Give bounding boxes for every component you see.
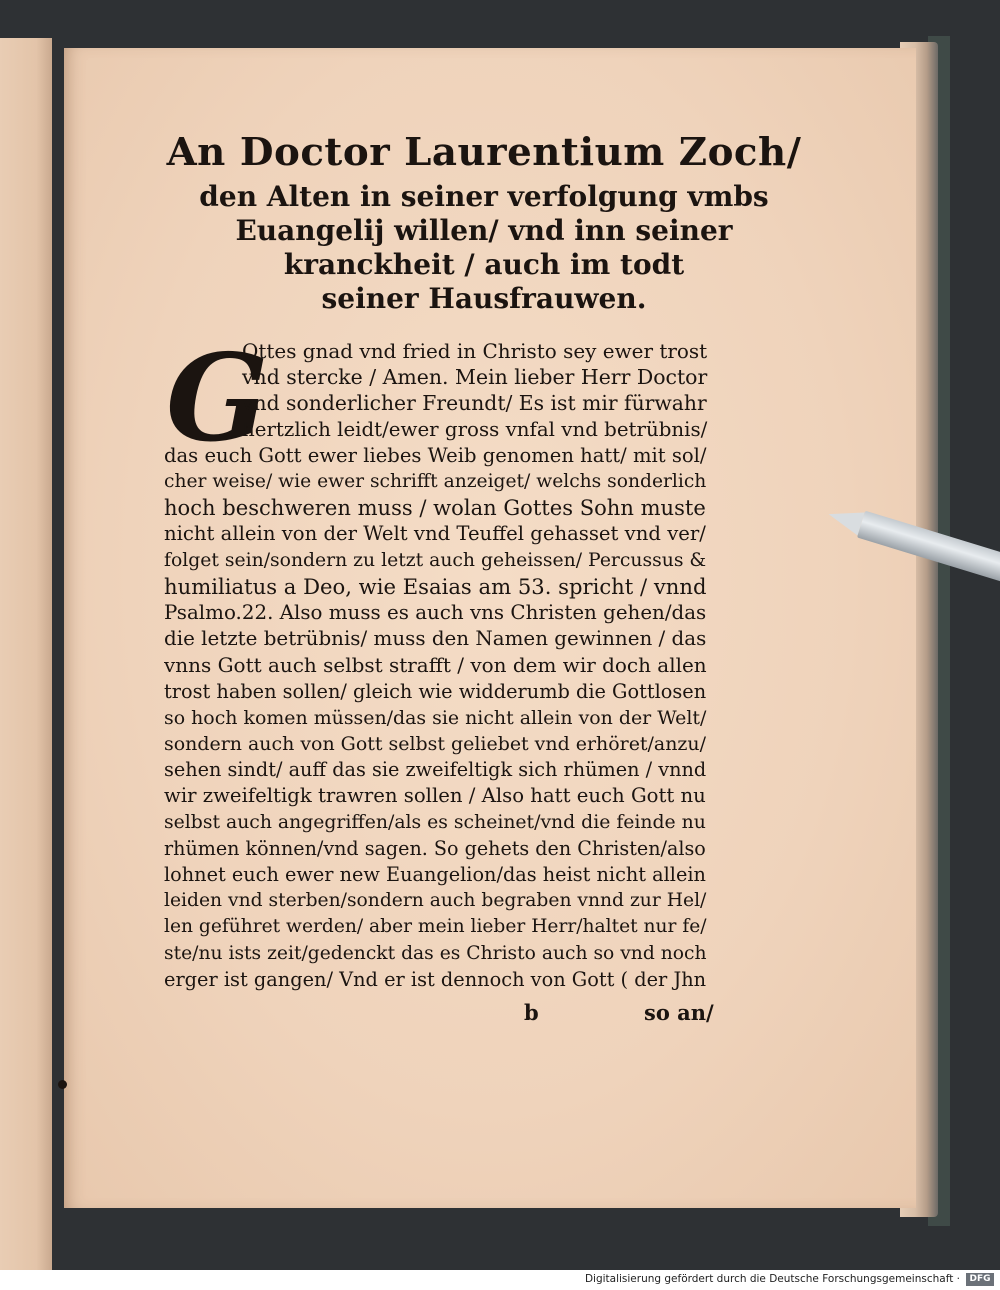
text-line: humiliatus a Deo, wie Esaias am 53. spricht / vnnd xyxy=(164,573,707,599)
footer-bar xyxy=(0,1270,1000,1290)
text-line: nicht allein von der Welt vnd Teuffel gehasset vnd ver/ xyxy=(164,522,706,546)
text-line: erger ist gangen/ Vnd er ist dennoch von Gott ( der Jhn xyxy=(164,967,707,991)
text-line: das euch Gott ewer liebes Weib genomen hatt/ mit sol/ xyxy=(164,443,707,467)
text-line: trost haben sollen/ gleich wie widderumb die Gottlosen xyxy=(164,679,707,703)
text-line: so hoch komen müssen/das sie nicht allein von der Welt/ xyxy=(164,706,707,729)
dfg-logo: DFG xyxy=(966,1273,994,1286)
drop-cap: G xyxy=(166,328,269,469)
text-line: len geführet werden/ aber mein lieber Herr/haltet nur fe/ xyxy=(164,916,707,938)
text-line: hoch beschweren muss / wolan Gottes Sohn muste xyxy=(164,495,706,521)
title-line: Euangelij willen/ vnd inn seiner xyxy=(235,214,733,247)
text-line: ste/nu ists zeit/gedenckt das es Christo auch so vnd noch xyxy=(164,942,707,964)
signature-mark: b xyxy=(524,1000,539,1025)
text-line: cher weise/ wie ewer schrifft anzeiget/ welchs sonderlich xyxy=(164,471,707,493)
page-title xyxy=(164,126,804,316)
text-line: Ottes gnad vnd fried in Christo sey ewer trost xyxy=(242,339,708,363)
title-line: den Alten in seiner verfolgung vmbs xyxy=(199,180,769,213)
text-line: lohnet euch ewer new Euangelion/das heist nicht allein xyxy=(164,863,706,887)
text-line: Psalmo.22. Also muss es auch vns Christen gehen/das xyxy=(164,601,707,625)
text-line: selbst auch angegriffen/als es scheinet/vnd die feinde nu xyxy=(164,811,706,833)
body-text xyxy=(164,328,712,993)
text-line: die letzte betrübnis/ muss den Namen gewinnen / das xyxy=(164,627,707,651)
text-line: vnd stercke / Amen. Mein lieber Herr Doctor xyxy=(242,365,708,390)
text-line: hertzlich leidt/ewer gross vnfal vnd betrübnis/ xyxy=(242,417,708,441)
text-line: vnd sonderlicher Freundt/ Es ist mir fürwahr xyxy=(242,391,707,416)
title-line: kranckheit / auch im todt xyxy=(283,248,685,281)
title-line: An Doctor Laurentium Zoch/ xyxy=(166,130,802,175)
ink-spot xyxy=(58,1080,67,1089)
text-line: wir zweifeltigk trawren sollen / Also hatt euch Gott nu xyxy=(164,784,706,808)
left-page-edge xyxy=(0,38,52,1270)
title-line: seiner Hausfrauwen. xyxy=(321,282,647,315)
text-line: vnns Gott auch selbst strafft / von dem wir doch allen xyxy=(164,653,707,678)
catchword: so an/ xyxy=(644,1000,714,1025)
funding-credit: Digitalisierung gefördert durch die Deutsche Forschungsgemeinschaft · xyxy=(584,1273,960,1285)
text-line: leiden vnd sterben/sondern auch begraben vnnd zur Hel/ xyxy=(164,890,707,912)
text-line: sehen sindt/ auff das sie zweifeltigk sich rhümen / vnnd xyxy=(164,758,707,782)
text-line: folget sein/sondern zu letzt auch geheissen/ Percussus & xyxy=(164,549,707,571)
text-line: sondern auch von Gott selbst geliebet vnd erhöret/anzu/ xyxy=(164,733,707,756)
text-line: rhümen können/vnd sagen. So gehets den Christen/also xyxy=(164,836,706,860)
book-page xyxy=(64,48,916,1208)
